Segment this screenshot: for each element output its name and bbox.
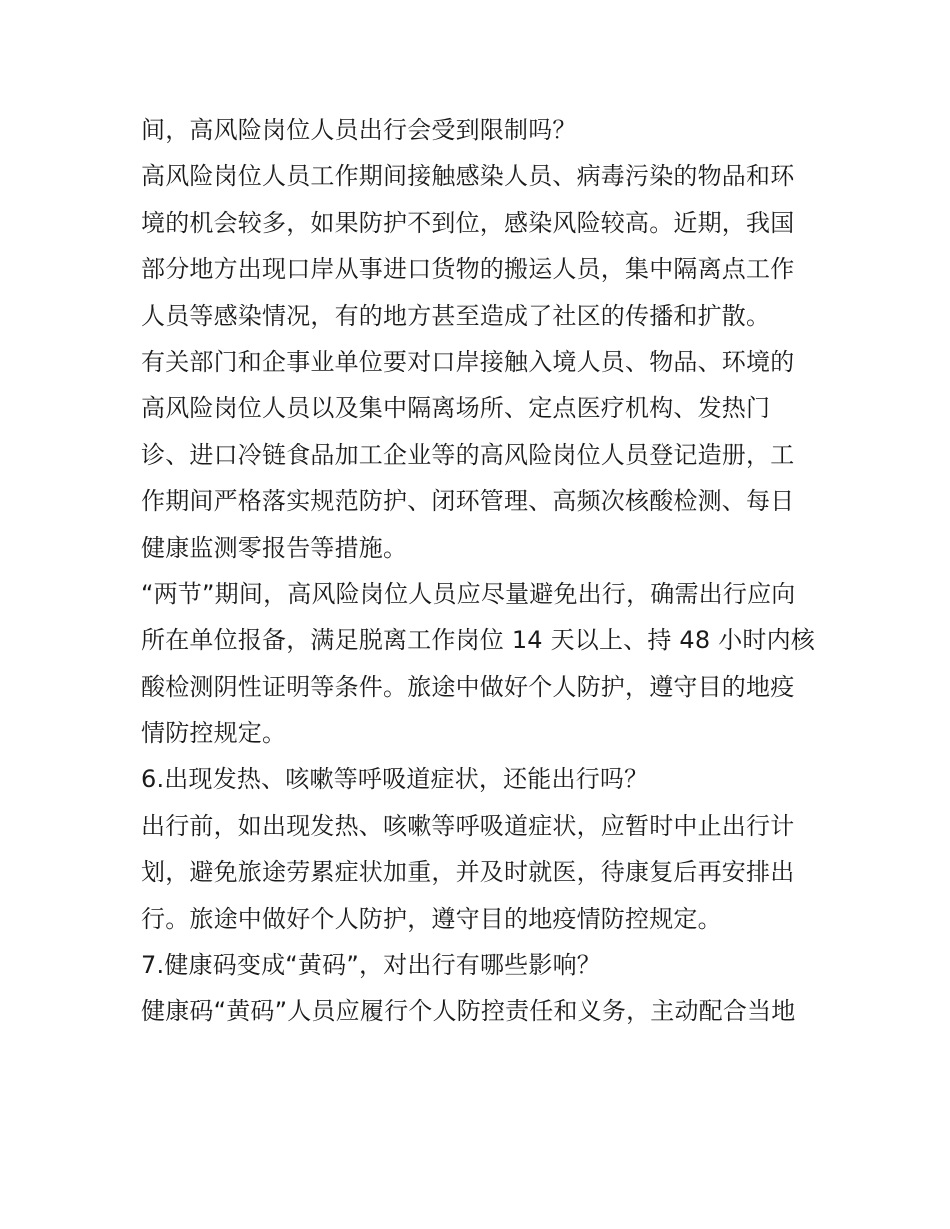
- paragraph-line: 出行前，如出现发热、咳嗽等呼吸道症状，应暂时中止出行计: [141, 811, 795, 840]
- paragraph-line: 人员等感染情况，有的地方甚至造成了社区的传播和扩散。: [141, 301, 771, 330]
- paragraph-line: 划，避免旅途劳累症状加重，并及时就医，待康复后再安排出: [141, 858, 795, 887]
- paragraph-line: 境的机会较多，如果防护不到位，感染风险较高。近期，我国: [141, 208, 795, 237]
- paragraph-line: 情防控规定。: [141, 719, 287, 748]
- question-heading-7: 7.健康码变成“黄码”，对出行有哪些影响？: [141, 951, 601, 980]
- paragraph-line: 健康码“黄码”人员应履行个人防控责任和义务，主动配合当地: [141, 997, 796, 1026]
- paragraph-line: 行。旅途中做好个人防护，遵守目的地疫情防控规定。: [141, 904, 722, 933]
- paragraph-line: “两节”期间，高风险岗位人员应尽量避免出行，确需出行应向: [141, 579, 796, 608]
- question-heading-6: 6.出现发热、咳嗽等呼吸道症状，还能出行吗？: [141, 765, 649, 794]
- paragraph-line: 作期间严格落实规范防护、闭环管理、高频次核酸检测、每日: [141, 487, 795, 516]
- paragraph-line: 有关部门和企事业单位要对口岸接触入境人员、物品、环境的: [141, 347, 795, 376]
- paragraph-line: 高风险岗位人员以及集中隔离场所、定点医疗机构、发热门: [141, 394, 771, 423]
- paragraph-line: 所在单位报备，满足脱离工作岗位 14 天以上、持 48 小时内核: [141, 626, 815, 655]
- paragraph-line: 健康监测零报告等措施。: [141, 533, 408, 562]
- document-body: [141, 107, 816, 1035]
- question-continuation: 间，高风险岗位人员出行会受到限制吗？: [141, 116, 577, 144]
- paragraph-line: 高风险岗位人员工作期间接触感染人员、病毒污染的物品和环: [141, 162, 795, 191]
- paragraph-line: 部分地方出现口岸从事进口货物的搬运人员，集中隔离点工作: [141, 255, 795, 284]
- paragraph-line: 诊、进口冷链食品加工企业等的高风险岗位人员登记造册，工: [141, 440, 795, 469]
- paragraph-line: 酸检测阴性证明等条件。旅途中做好个人防护，遵守目的地疫: [141, 672, 795, 701]
